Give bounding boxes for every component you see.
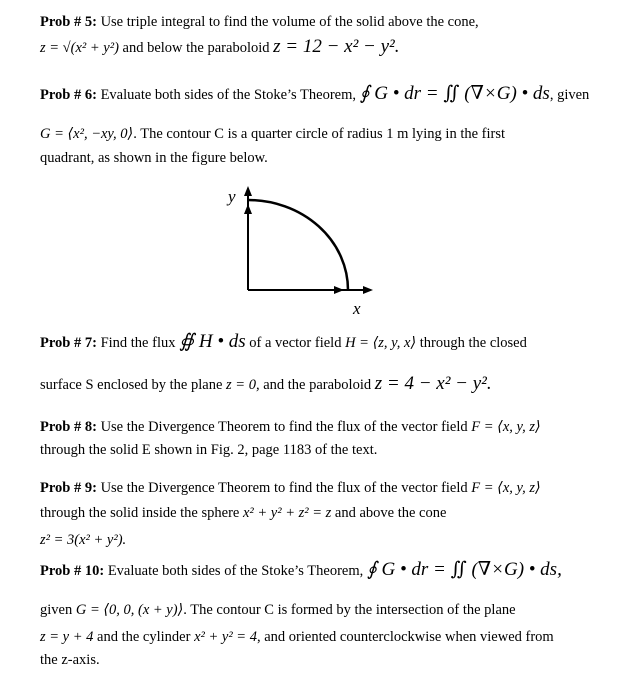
- prob10-text-6: the z-axis.: [40, 652, 100, 668]
- prob7-label: Prob # 7:: [40, 335, 97, 351]
- prob9-label: Prob # 9:: [40, 480, 97, 496]
- prob7-text-4: surface S enclosed by the plane: [40, 377, 223, 393]
- prob8-text-2: through the solid E shown in Fig. 2, page 1183 of the text.: [40, 442, 378, 458]
- prob9-text-2: through the solid inside the sphere: [40, 505, 240, 521]
- prob5-label: Prob # 5:: [40, 14, 97, 30]
- contour-arrow-y: [244, 204, 252, 214]
- prob10-text-4: and the cylinder: [97, 629, 191, 645]
- prob6-text-4: quadrant, as shown in the figure below.: [40, 150, 268, 166]
- prob6-line1: [40, 84, 589, 105]
- prob9-cone-eq: z² = 3(x² + y²).: [40, 532, 127, 548]
- prob10-stokes-eq: ∮ G • dr = ∬ (∇×G) • ds,: [366, 559, 562, 580]
- prob7-text-2: of a vector field: [249, 335, 342, 351]
- x-axis-label: x: [353, 299, 361, 318]
- prob10-line2: [40, 600, 516, 620]
- y-axis-label: y: [228, 187, 236, 206]
- prob6-line3: [40, 148, 268, 168]
- prob6-line2: [40, 124, 505, 144]
- prob7-line1: [40, 332, 527, 353]
- x-axis-arrow: [363, 286, 373, 294]
- prob10-cylinder-eq: x² + y² = 4: [194, 629, 257, 645]
- prob7-line2: [40, 374, 492, 395]
- prob10-text-3: . The contour C is formed by the intersection of the plane: [183, 602, 516, 618]
- quarter-circle-figure: [220, 180, 380, 320]
- prob5-text-2: and below the paraboloid: [122, 40, 270, 56]
- prob7-plane-eq: z = 0,: [226, 377, 260, 393]
- prob8-label: Prob # 8:: [40, 419, 97, 435]
- prob8-field-eq: F = ⟨x, y, z⟩: [471, 419, 541, 435]
- prob5-cone-eq: z = √(x² + y²): [40, 40, 119, 56]
- prob8-line1: [40, 417, 541, 437]
- prob5-line2: [40, 37, 400, 58]
- prob7-text-5: and the paraboloid: [263, 377, 372, 393]
- prob9-text-3: and above the cone: [334, 505, 447, 521]
- prob6-text-1: Evaluate both sides of the Stoke’s Theorem,: [100, 87, 357, 103]
- prob7-paraboloid-eq: z = 4 − x² − y².: [374, 373, 492, 394]
- prob6-text-3: . The contour C is a quarter circle of radius 1 m lying in the first: [133, 126, 506, 142]
- contour-arrow-x: [334, 286, 344, 294]
- prob6-field-eq: G = ⟨x², −xy, 0⟩: [40, 126, 134, 142]
- prob7-text-3: through the closed: [419, 335, 527, 351]
- prob9-line1: [40, 478, 541, 498]
- prob10-line1: [40, 560, 562, 581]
- prob8-text-1: Use the Divergence Theorem to find the flux of the vector field: [100, 419, 468, 435]
- prob7-flux-eq: ∯ H • ds: [179, 331, 246, 352]
- prob10-text-2: given: [40, 602, 73, 618]
- prob10-field-eq: G = ⟨0, 0, (x + y)⟩: [75, 602, 184, 618]
- prob10-text-1: Evaluate both sides of the Stoke’s Theorem,: [107, 563, 364, 579]
- prob6-text-2: , given: [549, 87, 590, 103]
- prob10-line4: [40, 650, 100, 670]
- prob9-text-1: Use the Divergence Theorem to find the flux of the vector field: [100, 480, 468, 496]
- y-axis-arrow: [244, 186, 252, 196]
- prob9-line2: [40, 503, 446, 523]
- prob6-stokes-eq: ∮ G • dr = ∬ (∇×G) • ds: [359, 83, 550, 104]
- prob9-sphere-eq: x² + y² + z² = z: [242, 505, 332, 521]
- prob8-line2: [40, 440, 377, 460]
- prob7-field-eq: H = ⟨z, y, x⟩: [345, 335, 417, 351]
- prob10-label: Prob # 10:: [40, 563, 105, 579]
- prob10-plane-eq: z = y + 4: [40, 629, 94, 645]
- prob10-line3: [40, 627, 554, 647]
- prob7-text-1: Find the flux: [100, 335, 176, 351]
- prob6-label: Prob # 6:: [40, 87, 97, 103]
- prob5-paraboloid-eq: z = 12 − x² − y².: [273, 36, 400, 57]
- prob9-field-eq: F = ⟨x, y, z⟩: [471, 480, 541, 496]
- prob10-text-5: , and oriented counterclockwise when viewed from: [256, 629, 554, 645]
- prob5-text-1: Use triple integral to find the volume of the solid above the cone,: [100, 14, 479, 30]
- quarter-circle-arc: [248, 200, 348, 290]
- prob5-line1: [40, 12, 479, 32]
- prob9-line3: [40, 530, 126, 550]
